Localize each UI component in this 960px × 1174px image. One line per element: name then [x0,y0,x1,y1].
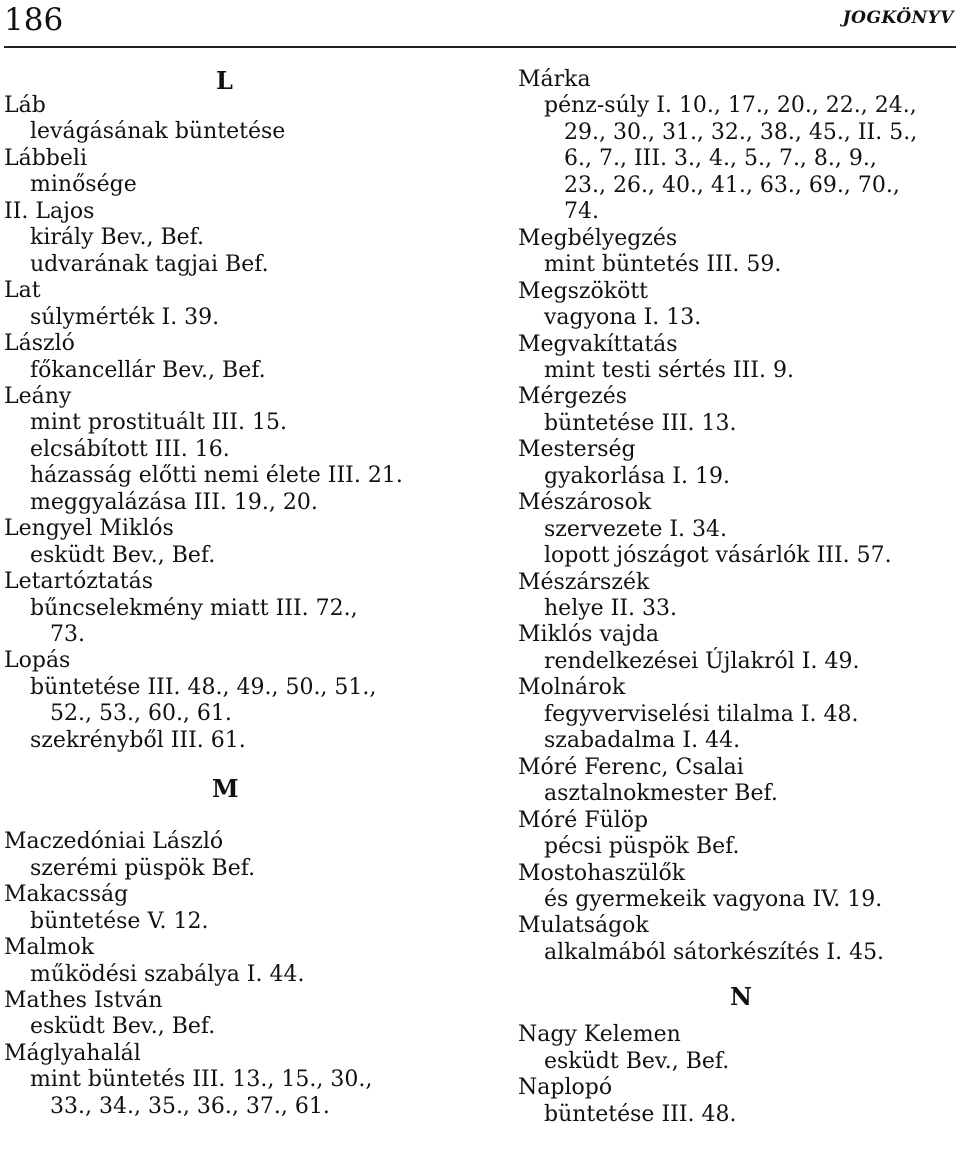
index-heading: Móré Fülöp [518,807,649,833]
index-heading: Mesterség [518,437,636,463]
index-subentry: esküdt Bev., Bef. [544,1048,730,1074]
index-subentry: mint büntetés III. 59. [544,252,782,278]
index-subentry: szerémi püspök Bef. [30,855,256,881]
index-subentry: esküdt Bev., Bef. [30,1014,216,1040]
index-subentry: 33., 34., 35., 36., 37., 61. [50,1093,330,1119]
index-subentry: alkalmából sátorkészítés I. 45. [544,939,885,965]
index-heading: Megvakíttatás [518,331,678,357]
index-subentry: szervezete I. 34. [544,516,727,542]
index-heading: Mészárszék [518,569,650,595]
section-letter-l: L [216,66,233,95]
index-heading: Márka [518,67,591,92]
index-heading: Maczedóniai László [4,829,224,855]
index-heading: Megszökött [518,278,649,304]
index-heading: Máglyahalál [4,1040,141,1066]
index-subentry: büntetése V. 12. [30,908,209,934]
index-subentry: meggyalázása III. 19., 20. [30,489,318,515]
index-subentry: működési szabálya I. 44. [30,961,305,987]
index-subentry: levágásának büntetése [30,119,286,145]
index-subentry: minősége [30,172,137,198]
index-subentry: elcsábított III. 16. [30,436,230,462]
index-heading: Mathes István [4,987,163,1013]
index-heading: Makacsság [4,882,129,908]
index-subentry: 52., 53., 60., 61. [50,701,232,727]
index-heading: Malmok [4,935,95,961]
index-subentry: mint testi sértés III. 9. [544,357,794,383]
index-subentry: büntetése III. 48., 49., 50., 51., [30,674,377,700]
index-subentry: főkancellár Bev., Bef. [30,357,266,383]
index-subentry: pénz-súly I. 10., 17., 20., 22., 24., [544,93,917,119]
index-subentry: király Bev., Bef. [30,225,204,251]
index-subentry: asztalnokmester Bef. [544,781,778,807]
index-subentry: vagyona I. 13. [544,305,702,331]
index-subentry: szekrényből III. 61. [30,727,246,753]
index-subentry: súlymérték I. 39. [30,304,220,330]
index-heading: Letartóztatás [4,569,153,595]
index-heading: Mulatságok [518,913,649,939]
index-heading: Naplopó [518,1075,613,1101]
index-subentry: lopott jószágot vásárlók III. 57. [544,543,892,569]
section-letter-n: N [730,982,752,1012]
index-heading: II. Lajos [4,198,95,224]
index-subentry: udvarának tagjai Bef. [30,251,269,277]
index-heading: Lopás [4,648,71,674]
index-subentry: büntetése III. 48. [544,1101,737,1127]
index-subentry: helye II. 33. [544,596,678,621]
index-heading: Lábbeli [4,145,87,171]
index-heading: Mészárosok [518,490,652,516]
index-subentry: gyakorlása I. 19. [544,463,730,489]
index-subentry: házasság előtti nemi élete III. 21. [30,463,403,489]
index-subentry: büntetése III. 13. [544,410,737,436]
index-subentry: 6., 7., III. 3., 4., 5., 7., 8., 9., [564,146,877,172]
index-subentry: 29., 30., 31., 32., 38., 45., II. 5., [564,119,918,145]
index-subentry: 73. [50,622,85,647]
index-heading: Miklós vajda [518,622,660,648]
index-heading: Mostohaszülők [518,860,686,886]
index-subentry: szabadalma I. 44. [544,728,741,754]
index-heading: László [4,331,75,357]
index-heading: Molnárok [518,675,626,701]
index-subentry: esküdt Bev., Bef. [30,542,216,568]
index-heading: Megbélyegzés [518,225,678,251]
header-rule [4,46,956,48]
index-heading: Lengyel Miklós [4,516,174,542]
index-subentry: mint büntetés III. 13., 15., 30., [30,1067,373,1093]
index-subentry: bűncselekmény miatt III. 72., [30,595,358,621]
index-subentry: 23., 26., 40., 41., 63., 69., 70., [564,172,900,198]
running-title: JOGKÖNYV [842,8,954,28]
index-heading: Leány [4,383,72,409]
index-subentry: és gyermekeik vagyona IV. 19. [544,886,883,912]
index-subentry: mint prostituált III. 15. [30,410,287,436]
index-subentry: 74. [564,199,599,225]
index-subentry: fegyverviselési tilalma I. 48. [544,701,859,727]
index-subentry: pécsi püspök Bef. [544,834,740,860]
index-heading: Mérgezés [518,384,628,410]
index-heading: Nagy Kelemen [518,1022,681,1048]
index-subentry: rendelkezései Újlakról I. 49. [544,648,860,674]
index-heading: Láb [4,93,46,118]
section-letter-m: M [212,774,239,804]
index-heading: Móré Ferenc, Csalai [518,754,744,780]
page-number: 186 [4,2,64,38]
index-heading: Lat [4,278,41,304]
